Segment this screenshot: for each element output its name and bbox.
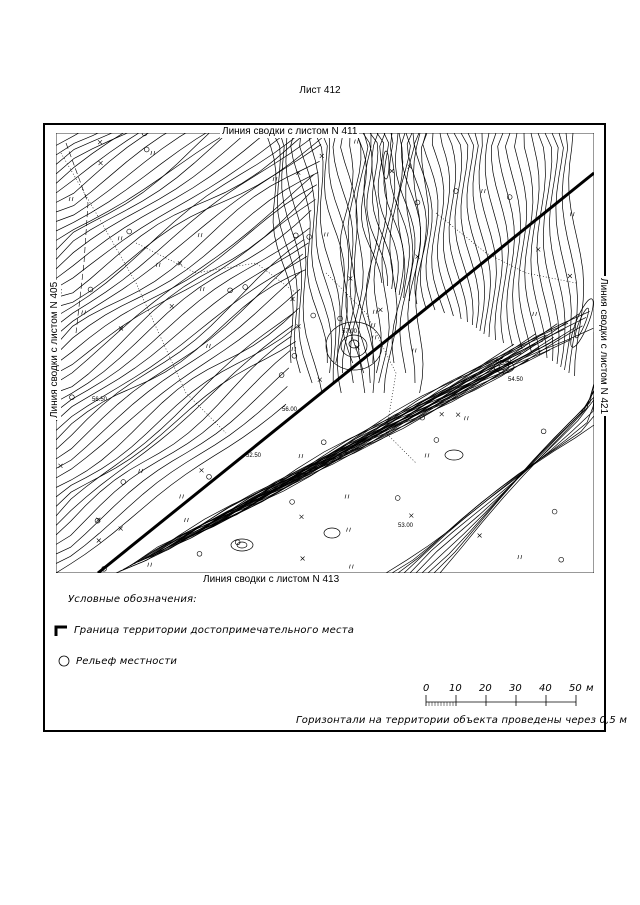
elevation-label: 53.00 — [398, 523, 414, 529]
scale-unit-label: м — [586, 683, 594, 694]
legend-item-relief — [58, 655, 177, 667]
map-border — [56, 133, 594, 573]
edge-label-right: Линия сводки с листом N 421 — [598, 278, 609, 415]
edge-label-top: Линия сводки с листом N 411 — [222, 126, 358, 137]
scale-tick-label: 30 — [509, 683, 522, 694]
scale-tick-label: 40 — [539, 683, 552, 694]
elevation-label: 52.50 — [246, 453, 262, 459]
sheet-title: Лист 412 — [299, 85, 341, 96]
elevation-label: 55.00 — [496, 359, 512, 365]
elevation-label: 56.50 — [92, 397, 108, 403]
elevation-label: 54.50 — [508, 377, 524, 383]
scale-tick-label: 50 — [569, 683, 582, 694]
scale-bar-graphic — [420, 682, 600, 712]
legend-item-boundary — [54, 624, 354, 636]
scale-bar — [420, 682, 600, 712]
edge-label-left: Линия сводки с листом N 405 — [49, 281, 60, 418]
contour-symbol-icon — [58, 655, 70, 667]
legend-label-boundary: Граница территории достопримечательного места — [74, 624, 355, 636]
edge-label-bottom: Линия сводки с листом N 413 — [203, 574, 340, 585]
topographic-map[interactable] — [56, 133, 594, 573]
legend-label-relief: Рельеф местности — [76, 655, 178, 667]
elevation-label: 56.00 — [282, 407, 298, 413]
legend-title: Условные обозначения: — [68, 594, 197, 605]
scale-tick-label: 0 — [423, 683, 430, 694]
elevation-label: 57.00 — [342, 329, 358, 335]
boundary-symbol-icon — [54, 624, 68, 636]
scale-tick-label: 20 — [479, 683, 492, 694]
contour-interval-note: Горизонтали на территории объекта проведены через 0,5 м — [296, 715, 628, 726]
scale-tick-label: 10 — [449, 683, 462, 694]
map-canvas — [56, 133, 594, 573]
